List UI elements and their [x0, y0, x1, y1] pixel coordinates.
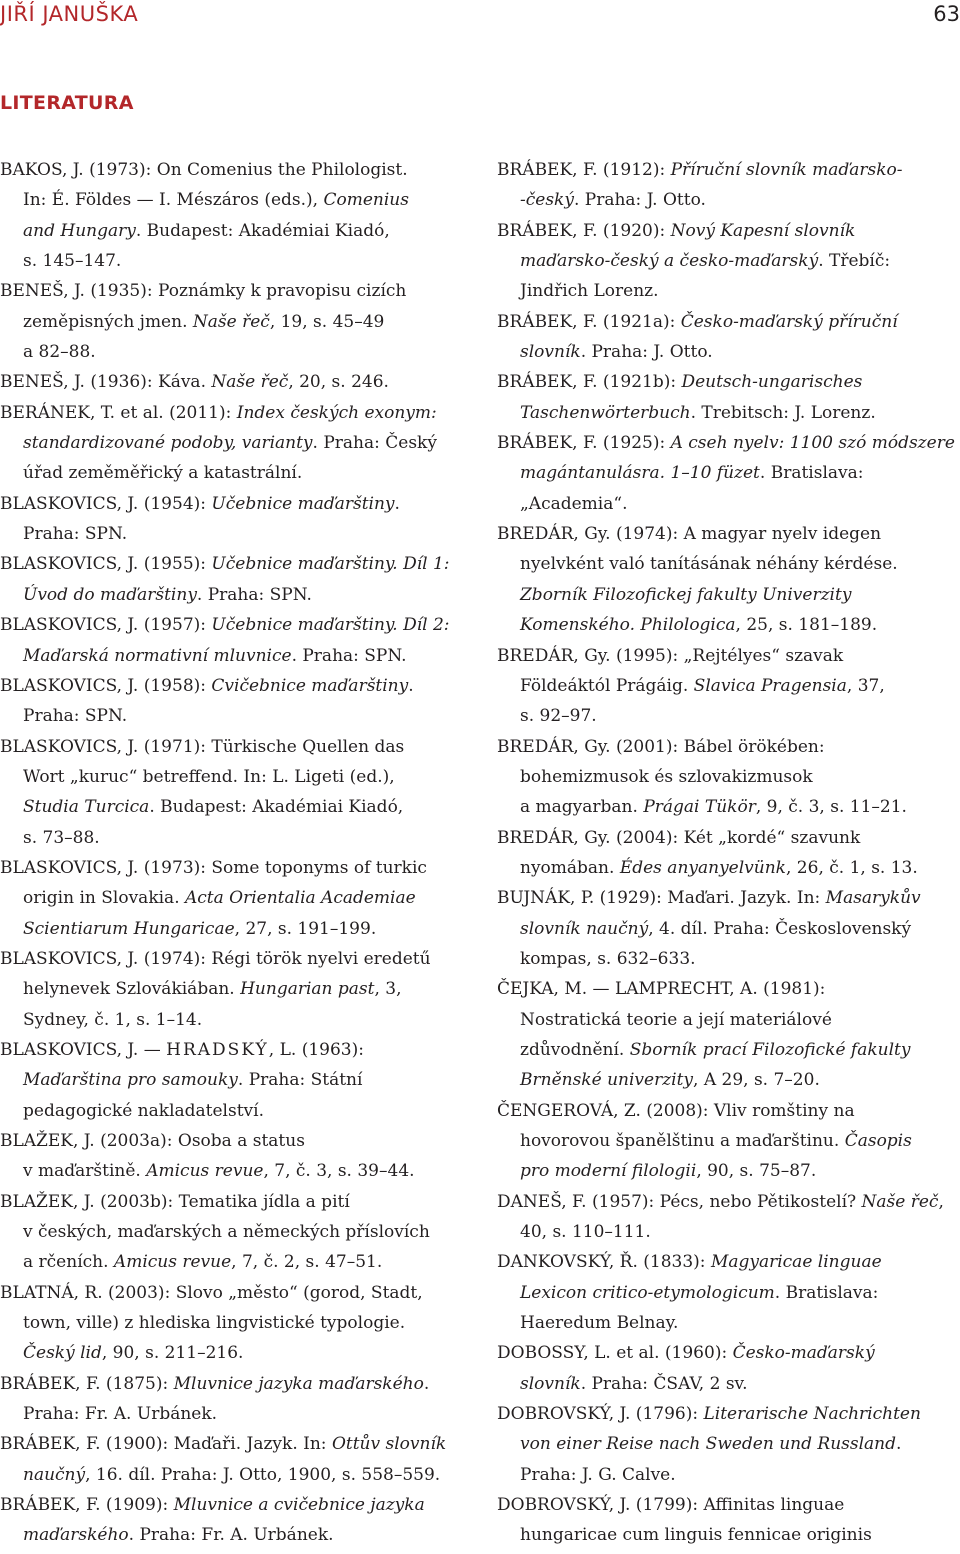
- reference-text: DOBOSSY, L. et al. (1960):: [497, 1343, 733, 1364]
- reference-continuation-line: [497, 185, 960, 215]
- reference-text: . Třebíč:: [818, 251, 891, 272]
- reference-text: BRÁBEK, F. (1925):: [497, 433, 671, 454]
- reference-text: HRADSKÝ: [166, 1039, 269, 1060]
- reference-continuation-line: [0, 1005, 472, 1035]
- reference-continuation-line: [0, 792, 472, 822]
- reference-title-text: Naše řeč: [192, 311, 270, 332]
- reference-continuation-line: [497, 489, 960, 519]
- page-header: [0, 0, 960, 30]
- bibliography-left-column: [0, 155, 472, 1551]
- reference-continuation-line: [0, 246, 472, 276]
- reference-entry-line: [497, 1490, 960, 1520]
- reference-text: BLATNÁ, R. (2003): Slovo „město“ (gorod, Stadt,: [0, 1282, 423, 1303]
- reference-continuation-line: [497, 1065, 960, 1095]
- bibliography-right-column: [497, 155, 960, 1551]
- reference-continuation-line: [0, 1217, 472, 1247]
- reference-continuation-line: [0, 1156, 472, 1186]
- reference-title-text: Ottův slovník: [331, 1434, 447, 1455]
- reference-entry-line: [0, 732, 472, 762]
- reference-continuation-line: [0, 216, 472, 246]
- reference-text: BREDÁR, Gy. (2004): Két „kordé“ szavunk: [497, 827, 861, 848]
- reference-continuation-line: [497, 1126, 960, 1156]
- reference-continuation-line: [497, 701, 960, 731]
- reference-text: 40, s. 110–111.: [520, 1222, 651, 1243]
- reference-text: , 3,: [374, 979, 402, 1000]
- reference-title-text: pro moderní filologii: [520, 1161, 697, 1182]
- reference-text: , 90, s. 211–216.: [101, 1343, 244, 1364]
- reference-title-text: A cseh nyelv: 1100 szó módszere: [670, 433, 955, 454]
- reference-continuation-line: [497, 398, 960, 428]
- reference-title-text: standardizované podoby, varianty: [23, 433, 313, 454]
- reference-text: Praha: SPN.: [23, 524, 128, 545]
- reference-continuation-line: [0, 1096, 472, 1126]
- reference-title-text: Brněnské univerzity: [520, 1070, 694, 1091]
- reference-text: Praha: Fr. A. Urbánek.: [23, 1404, 218, 1425]
- reference-text: BREDÁR, Gy. (1995): „Rejtélyes“ szavak: [497, 645, 844, 666]
- reference-entry-line: [497, 519, 960, 549]
- reference-text: , 37,: [846, 675, 885, 696]
- reference-entry-line: [0, 398, 472, 428]
- reference-text: BRÁBEK, F. (1912):: [497, 160, 671, 180]
- reference-entry-line: [497, 974, 960, 1004]
- reference-text: DANEŠ, F. (1957): Pécs, nebo Pětikostelí?: [497, 1191, 862, 1212]
- reference-text: pedagogické nakladatelství.: [23, 1100, 264, 1121]
- reference-continuation-line: [0, 185, 472, 215]
- reference-entry-line: [497, 883, 960, 913]
- reference-entry-line: [497, 1399, 960, 1429]
- reference-continuation-line: [0, 701, 472, 731]
- reference-text: Földeáktól Prágáig.: [520, 675, 694, 696]
- reference-entry-line: [497, 1187, 960, 1217]
- reference-title-text: -český: [520, 190, 574, 211]
- reference-entry-line: [0, 853, 472, 883]
- reference-title-text: slovník: [520, 342, 581, 363]
- reference-title-text: Hungarian past: [240, 979, 375, 1000]
- reference-title-text: Naše řeč: [861, 1191, 939, 1212]
- reference-continuation-line: [497, 1369, 960, 1399]
- reference-text: ČENGEROVÁ, Z. (2008): Vliv romštiny na: [497, 1100, 855, 1121]
- reference-continuation-line: [0, 1065, 472, 1095]
- reference-text: .: [394, 493, 400, 514]
- reference-text: a magyarban.: [520, 797, 644, 818]
- reference-entry-line: [497, 1096, 960, 1126]
- reference-text: Haeredum Belnay.: [520, 1313, 679, 1334]
- reference-title-text: maďarsko-český a česko-maďarský: [520, 251, 819, 272]
- reference-continuation-line: [0, 974, 472, 1004]
- reference-text: BLASKOVICS, J. (1954):: [0, 493, 212, 514]
- reference-title-text: Comenius: [323, 190, 409, 211]
- reference-text: BLASKOVICS, J. (1958):: [0, 675, 212, 696]
- reference-continuation-line: [497, 1156, 960, 1186]
- reference-text: . Budapest: Akadémiai Kiadó,: [135, 220, 390, 241]
- reference-title-text: Lexicon critico-etymologicum: [520, 1282, 775, 1303]
- reference-text: Praha: J. G. Calve.: [520, 1464, 676, 1485]
- reference-continuation-line: [0, 1460, 472, 1490]
- reference-title-text: Cvičebnice maďarštiny: [211, 675, 409, 696]
- reference-text: s. 145–147.: [23, 251, 122, 272]
- reference-title-text: Nový Kapesní slovník: [670, 220, 856, 241]
- section-title: LITERATURA: [0, 92, 134, 114]
- reference-title-text: Úvod do maďarštiny: [23, 584, 197, 605]
- reference-text: BREDÁR, Gy. (1974): A magyar nyelv idegen: [497, 524, 882, 545]
- reference-entry-line: [0, 671, 472, 701]
- reference-continuation-line: [0, 883, 472, 913]
- reference-text: DOBROVSKÝ, J. (1799): Affinitas linguae: [497, 1495, 845, 1516]
- reference-text: . Praha: Státní: [237, 1070, 363, 1091]
- reference-continuation-line: [497, 1308, 960, 1338]
- reference-text: BRÁBEK, F. (1875):: [0, 1373, 174, 1394]
- reference-text: BRÁBEK, F. (1909):: [0, 1495, 174, 1516]
- reference-continuation-line: [0, 1399, 472, 1429]
- reference-text: , 90, s. 75–87.: [696, 1161, 817, 1182]
- reference-continuation-line: [497, 580, 960, 610]
- reference-title-text: Příruční slovník maďarsko-: [670, 160, 903, 180]
- reference-entry-line: [0, 1490, 472, 1520]
- reference-title-text: von einer Reise nach Sweden und Russland: [520, 1434, 897, 1455]
- reference-text: , 27, s. 191–199.: [234, 918, 377, 939]
- reference-title-text: Studia Turcica: [23, 797, 150, 818]
- reference-text: . Bratislava:: [759, 463, 864, 484]
- reference-text: BLASKOVICS, J. (1974): Régi török nyelvi eredetű: [0, 948, 431, 969]
- reference-text: Wort „kuruc“ betreffend. In: L. Ligeti (ed.),: [23, 766, 395, 787]
- reference-text: .: [408, 675, 414, 696]
- reference-title-text: Index českých exonym:: [236, 402, 437, 423]
- reference-title-text: Slavica Pragensia: [693, 675, 847, 696]
- reference-title-text: Mluvnice a cvičebnice jazyka: [173, 1495, 425, 1516]
- reference-text: DOBROVSKÝ, J. (1796):: [497, 1404, 704, 1425]
- reference-entry-line: [497, 732, 960, 762]
- reference-text: Jindřich Lorenz.: [520, 281, 659, 302]
- reference-continuation-line: [0, 1520, 472, 1550]
- reference-text: a 82–88.: [23, 342, 96, 363]
- reference-title-text: Maďarská normativní mluvnice: [23, 645, 292, 666]
- reference-title-text: Scientiarum Hungaricae: [23, 918, 235, 939]
- reference-text: . Praha: SPN.: [291, 645, 407, 666]
- reference-continuation-line: [0, 762, 472, 792]
- reference-title-text: Učebnice maďarštiny. Díl 2:: [211, 615, 450, 636]
- reference-text: nyomában.: [520, 857, 620, 878]
- reference-title-text: Naše řeč: [211, 372, 289, 393]
- reference-text: .: [423, 1373, 430, 1394]
- reference-text: , 9, č. 3, s. 11–21.: [755, 797, 907, 818]
- reference-continuation-line: [497, 337, 960, 367]
- reference-text: , A 29, s. 7–20.: [693, 1070, 820, 1091]
- reference-entry-line: [0, 1429, 472, 1459]
- reference-continuation-line: [497, 458, 960, 488]
- reference-text: , 25, s. 181–189.: [735, 615, 878, 636]
- reference-text: , 7, č. 3, s. 39–44.: [263, 1161, 415, 1182]
- reference-text: .: [896, 1434, 902, 1455]
- reference-text: BRÁBEK, F. (1900): Maďaři. Jazyk. In:: [0, 1434, 332, 1455]
- reference-title-text: Učebnice maďarštiny. Díl 1:: [211, 554, 450, 575]
- reference-text: ČEJKA, M. — LAMPRECHT, A. (1981):: [497, 979, 826, 1000]
- reference-text: Nostratická teorie a její materiálové: [520, 1009, 832, 1030]
- reference-title-text: Acta Orientalia Academiae: [185, 888, 416, 909]
- reference-text: , 16. díl. Praha: J. Otto, 1900, s. 558–559.: [85, 1464, 441, 1485]
- reference-continuation-line: [497, 792, 960, 822]
- reference-text: BERÁNEK, T. et al. (2011):: [0, 402, 237, 423]
- reference-text: BRÁBEK, F. (1921a):: [497, 311, 681, 332]
- reference-title-text: Časopis: [844, 1131, 912, 1151]
- reference-continuation-line: [0, 580, 472, 610]
- reference-title-text: Sborník prací Filozofické fakulty: [629, 1039, 911, 1060]
- reference-text: kompas, s. 632–633.: [520, 948, 696, 969]
- reference-continuation-line: [497, 1520, 960, 1550]
- reference-text: BLASKOVICS, J. —: [0, 1039, 167, 1060]
- reference-continuation-line: [497, 276, 960, 306]
- reference-text: zdůvodnění.: [520, 1039, 630, 1060]
- reference-continuation-line: [497, 1035, 960, 1065]
- reference-continuation-line: [0, 519, 472, 549]
- reference-entry-line: [497, 823, 960, 853]
- reference-entry-line: [0, 944, 472, 974]
- reference-continuation-line: [497, 853, 960, 883]
- reference-title-text: Česko-maďarský: [732, 1343, 875, 1364]
- reference-continuation-line: [497, 671, 960, 701]
- reference-title-text: Učebnice maďarštiny: [211, 493, 395, 514]
- reference-entry-line: [0, 610, 472, 640]
- page-number: 63: [933, 2, 960, 26]
- reference-title-text: Český lid: [23, 1343, 102, 1364]
- reference-entry-line: [497, 155, 960, 185]
- reference-continuation-line: [0, 337, 472, 367]
- reference-entry-line: [497, 1247, 960, 1277]
- reference-entry-line: [0, 1187, 472, 1217]
- reference-text: BENEŠ, J. (1935): Poznámky k pravopisu cizích: [0, 281, 407, 302]
- reference-title-text: Magyaricae linguae: [710, 1252, 882, 1273]
- reference-text: hovorovou španělštinu a maďarštinu.: [520, 1131, 845, 1151]
- reference-text: zeměpisných jmen.: [23, 311, 193, 332]
- reference-title-text: Taschenwörterbuch: [520, 402, 691, 423]
- reference-continuation-line: [0, 823, 472, 853]
- reference-entry-line: [0, 1126, 472, 1156]
- reference-text: BENEŠ, J. (1936): Káva.: [0, 372, 212, 393]
- reference-text: s. 73–88.: [23, 827, 100, 848]
- reference-text: BRÁBEK, F. (1921b):: [497, 372, 682, 393]
- reference-continuation-line: [497, 246, 960, 276]
- reference-title-text: Édes anyanyelvünk: [619, 857, 786, 878]
- reference-entry-line: [0, 367, 472, 397]
- reference-title-text: Komenského. Philologica: [520, 615, 736, 636]
- reference-entry-line: [0, 155, 472, 185]
- reference-text: , 20, s. 246.: [288, 372, 389, 393]
- reference-text: . Praha: SPN.: [196, 584, 312, 605]
- reference-entry-line: [497, 216, 960, 246]
- reference-continuation-line: [0, 1247, 472, 1277]
- reference-text: BLASKOVICS, J. (1971): Türkische Quellen das: [0, 736, 405, 757]
- reference-text: , 19, s. 45–49: [269, 311, 385, 332]
- reference-text: bohemizmusok és szlovakizmusok: [520, 766, 813, 787]
- reference-title-text: Amicus revue: [146, 1161, 264, 1182]
- reference-text: In: É. Földes — I. Mészáros (eds.),: [23, 190, 324, 211]
- reference-continuation-line: [0, 428, 472, 458]
- reference-continuation-line: [497, 1005, 960, 1035]
- reference-continuation-line: [497, 610, 960, 640]
- reference-continuation-line: [0, 1308, 472, 1338]
- reference-title-text: maďarského: [23, 1525, 129, 1546]
- reference-text: . Praha: Fr. A. Urbánek.: [128, 1525, 334, 1546]
- reference-text: úřad zeměměřický a katastrální.: [23, 463, 303, 484]
- reference-text: BLASKOVICS, J. (1973): Some toponyms of turkic: [0, 857, 427, 878]
- reference-title-text: slovník: [520, 1373, 581, 1394]
- reference-entry-line: [0, 1035, 472, 1065]
- reference-text: Praha: SPN.: [23, 706, 128, 727]
- reference-text: BLAŽEK, J. (2003b): Tematika jídla a pití: [0, 1191, 350, 1212]
- reference-text: DANKOVSKÝ, Ř. (1833):: [497, 1252, 711, 1273]
- reference-text: helynevek Szlovákiában.: [23, 979, 241, 1000]
- reference-text: , 7, č. 2, s. 47–51.: [231, 1252, 383, 1273]
- reference-title-text: Literarische Nachrichten: [703, 1404, 921, 1425]
- reference-text: BRÁBEK, F. (1920):: [497, 220, 671, 241]
- reference-title-text: naučný: [23, 1464, 86, 1485]
- reference-title-text: Maďarština pro samouky: [23, 1070, 238, 1091]
- reference-text: BLAŽEK, J. (2003a): Osoba a status: [0, 1131, 305, 1151]
- reference-text: town, ville) z hlediska lingvistické typologie.: [23, 1313, 406, 1334]
- running-head-author: JIŘÍ JANUŠKA: [0, 2, 139, 26]
- reference-text: ,: [938, 1191, 944, 1212]
- reference-entry-line: [0, 549, 472, 579]
- reference-text: . Trebitsch: J. Lorenz.: [690, 402, 876, 423]
- reference-title-text: Mluvnice jazyka maďarského: [173, 1373, 424, 1394]
- reference-continuation-line: [0, 307, 472, 337]
- reference-text: BUJNÁK, P. (1929): Maďari. Jazyk. In:: [497, 888, 826, 909]
- reference-continuation-line: [0, 458, 472, 488]
- reference-continuation-line: [497, 762, 960, 792]
- reference-text: , 26, č. 1, s. 13.: [786, 857, 918, 878]
- reference-text: . Praha: Český: [312, 433, 437, 454]
- reference-entry-line: [497, 307, 960, 337]
- reference-text: . Budapest: Akadémiai Kiadó,: [149, 797, 404, 818]
- reference-title-text: Masarykův: [825, 888, 921, 909]
- reference-text: Sydney, č. 1, s. 1–14.: [23, 1009, 203, 1030]
- reference-text: v českých, maďarských a německých příslovích: [23, 1222, 430, 1243]
- reference-text: , 4. díl. Praha: Československý: [648, 918, 912, 939]
- reference-continuation-line: [497, 914, 960, 944]
- reference-continuation-line: [497, 1278, 960, 1308]
- reference-text: s. 92–97.: [520, 706, 597, 727]
- reference-entry-line: [0, 276, 472, 306]
- reference-text: . Praha: J. Otto.: [573, 190, 706, 211]
- reference-continuation-line: [497, 1217, 960, 1247]
- reference-text: „Academia“.: [520, 493, 628, 514]
- reference-text: , L. (1963):: [268, 1039, 364, 1060]
- reference-entry-line: [0, 1369, 472, 1399]
- reference-text: hungaricae cum linguis fennicae originis: [520, 1525, 872, 1546]
- reference-continuation-line: [497, 944, 960, 974]
- reference-text: . Bratislava:: [774, 1282, 879, 1303]
- reference-text: BLASKOVICS, J. (1955):: [0, 554, 212, 575]
- reference-entry-line: [497, 1338, 960, 1368]
- reference-continuation-line: [0, 1338, 472, 1368]
- reference-title-text: magántanulásra. 1–10 füzet: [520, 463, 760, 484]
- reference-text: BREDÁR, Gy. (2001): Bábel örökében:: [497, 736, 825, 757]
- reference-title-text: Deutsch-ungarisches: [681, 372, 863, 393]
- reference-title-text: Česko-maďarský příruční: [680, 311, 898, 332]
- reference-title-text: Amicus revue: [113, 1252, 232, 1273]
- reference-title-text: and Hungary: [23, 220, 136, 241]
- reference-title-text: slovník naučný: [520, 918, 649, 939]
- reference-text: BAKOS, J. (1973): On Comenius the Philologist.: [0, 160, 408, 180]
- reference-entry-line: [497, 367, 960, 397]
- reference-text: . Praha: J. Otto.: [580, 342, 713, 363]
- reference-text: . Praha: ČSAV, 2 sv.: [580, 1373, 748, 1394]
- reference-text: BLASKOVICS, J. (1957):: [0, 615, 212, 636]
- reference-text: v maďarštině.: [23, 1161, 147, 1182]
- reference-continuation-line: [0, 914, 472, 944]
- reference-continuation-line: [497, 1429, 960, 1459]
- reference-text: origin in Slovakia.: [23, 888, 185, 909]
- reference-entry-line: [497, 641, 960, 671]
- reference-entry-line: [497, 428, 960, 458]
- reference-continuation-line: [497, 1460, 960, 1490]
- reference-entry-line: [0, 489, 472, 519]
- reference-continuation-line: [497, 549, 960, 579]
- reference-entry-line: [0, 1278, 472, 1308]
- reference-title-text: Zborník Filozofickej fakulty Univerzity: [520, 584, 852, 605]
- reference-text: nyelvként való tanításának néhány kérdése.: [520, 554, 898, 575]
- reference-text: a rčeních.: [23, 1252, 114, 1273]
- reference-continuation-line: [0, 641, 472, 671]
- reference-title-text: Prágai Tükör: [643, 797, 756, 818]
